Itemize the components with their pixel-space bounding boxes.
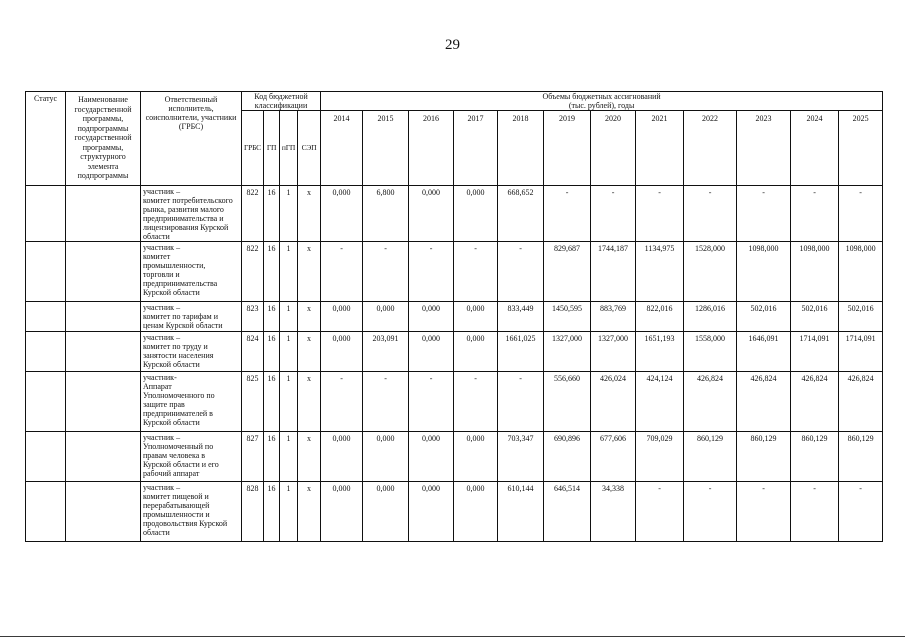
value-cell-2014: - — [321, 242, 363, 302]
value-cell-2017: 0,000 — [454, 302, 498, 332]
table-row — [26, 302, 883, 332]
value-cell-2015: 203,091 — [363, 332, 409, 372]
value-cell-2022: 1528,000 — [684, 242, 737, 302]
participant-cell: участник- Аппарат Уполномоченного по защите прав предпринимателей в Курской области — [141, 372, 242, 432]
value-cell-2017: 0,000 — [454, 482, 498, 542]
header-year-2023: 2023 — [737, 111, 791, 186]
pgp-code-cell: 1 — [280, 186, 298, 242]
program-name-cell — [66, 332, 141, 372]
value-cell-2017: 0,000 — [454, 186, 498, 242]
value-cell-2018: 703,347 — [498, 432, 544, 482]
grbs-code-cell: 823 — [242, 302, 264, 332]
value-cell-2020: 426,024 — [591, 372, 636, 432]
header-year-2017: 2017 — [454, 111, 498, 186]
status-cell — [26, 432, 66, 482]
value-cell-2022: 1286,016 — [684, 302, 737, 332]
value-cell-2018: - — [498, 242, 544, 302]
value-cell-2019: 646,514 — [544, 482, 591, 542]
value-cell-2020: 677,606 — [591, 432, 636, 482]
value-cell-2023: 1098,000 — [737, 242, 791, 302]
pgp-code-cell: 1 — [280, 372, 298, 432]
value-cell-2025: - — [839, 482, 883, 542]
page-number: 29 — [445, 37, 460, 53]
value-cell-2024: 502,016 — [791, 302, 839, 332]
value-cell-2023: - — [737, 482, 791, 542]
value-cell-2021: - — [636, 482, 684, 542]
header-year-2024: 2024 — [791, 111, 839, 186]
value-cell-2016: 0,000 — [409, 432, 454, 482]
value-cell-2024: 1714,091 — [791, 332, 839, 372]
value-cell-2018: 833,449 — [498, 302, 544, 332]
value-cell-2025: - — [839, 186, 883, 242]
value-cell-2025: 426,824 — [839, 372, 883, 432]
header-year-2020: 2020 — [591, 111, 636, 186]
value-cell-2017: 0,000 — [454, 432, 498, 482]
value-cell-2022: - — [684, 186, 737, 242]
value-cell-2023: 860,129 — [737, 432, 791, 482]
value-cell-2019: 829,687 — [544, 242, 591, 302]
value-cell-2019: 1450,595 — [544, 302, 591, 332]
value-cell-2023: - — [737, 186, 791, 242]
value-cell-2022: 426,824 — [684, 372, 737, 432]
value-cell-2019: 556,660 — [544, 372, 591, 432]
value-cell-2024: 426,824 — [791, 372, 839, 432]
table-row — [26, 242, 883, 302]
header-budget-code: Код бюджетной классификации — [242, 92, 321, 111]
value-cell-2016: 0,000 — [409, 302, 454, 332]
value-cell-2017: - — [454, 372, 498, 432]
value-cell-2014: 0,000 — [321, 186, 363, 242]
program-name-cell — [66, 302, 141, 332]
value-cell-2015: - — [363, 242, 409, 302]
value-cell-2014: 0,000 — [321, 432, 363, 482]
value-cell-2021: 709,029 — [636, 432, 684, 482]
participant-cell: участник – Уполномоченный по правам человека в Курской области и его рабочий аппарат — [141, 432, 242, 482]
value-cell-2019: 1327,000 — [544, 332, 591, 372]
table-row — [26, 372, 883, 432]
header-year-2025: 2025 — [839, 111, 883, 186]
value-cell-2016: 0,000 — [409, 482, 454, 542]
value-cell-2025: 860,129 — [839, 432, 883, 482]
value-cell-2020: 34,338 — [591, 482, 636, 542]
program-name-cell — [66, 482, 141, 542]
value-cell-2017: 0,000 — [454, 332, 498, 372]
gp-code-cell: 16 — [264, 432, 280, 482]
value-cell-2020: 1327,000 — [591, 332, 636, 372]
value-cell-2025: 502,016 — [839, 302, 883, 332]
gp-code-cell: 16 — [264, 482, 280, 542]
pgp-code-cell: 1 — [280, 302, 298, 332]
grbs-code-cell: 828 — [242, 482, 264, 542]
value-cell-2016: 0,000 — [409, 332, 454, 372]
program-name-cell — [66, 372, 141, 432]
status-cell — [26, 482, 66, 542]
sep-code-cell: x — [298, 482, 321, 542]
header-year-2018: 2018 — [498, 111, 544, 186]
header-year-2019: 2019 — [544, 111, 591, 186]
participant-cell: участник – комитет по труду и занятости населения Курской области — [141, 332, 242, 372]
sep-code-cell: x — [298, 372, 321, 432]
value-cell-2025: 1714,091 — [839, 332, 883, 372]
table-row — [26, 332, 883, 372]
gp-code-cell: 16 — [264, 372, 280, 432]
budget-allocation-table — [25, 91, 883, 542]
value-cell-2023: 426,824 — [737, 372, 791, 432]
table-row — [26, 432, 883, 482]
status-cell — [26, 372, 66, 432]
value-cell-2017: - — [454, 242, 498, 302]
program-name-cell — [66, 432, 141, 482]
grbs-code-cell: 824 — [242, 332, 264, 372]
gp-code-cell: 16 — [264, 302, 280, 332]
value-cell-2022: 1558,000 — [684, 332, 737, 372]
pgp-code-cell: 1 — [280, 482, 298, 542]
value-cell-2021: 822,016 — [636, 302, 684, 332]
value-cell-2019: 690,896 — [544, 432, 591, 482]
value-cell-2019: - — [544, 186, 591, 242]
table-body — [26, 186, 883, 542]
value-cell-2022: 860,129 — [684, 432, 737, 482]
value-cell-2024: 860,129 — [791, 432, 839, 482]
table-row — [26, 186, 883, 242]
status-cell — [26, 186, 66, 242]
header-code-grbs: ГРБС — [242, 111, 264, 186]
grbs-code-cell: 822 — [242, 242, 264, 302]
grbs-code-cell: 825 — [242, 372, 264, 432]
header-year-2022: 2022 — [684, 111, 737, 186]
value-cell-2021: - — [636, 186, 684, 242]
sep-code-cell: x — [298, 186, 321, 242]
header-program-name: Наименование государственной программы, подпрограммы государственной программы, структурного элемента подпрограммы — [66, 92, 141, 186]
value-cell-2014: 0,000 — [321, 482, 363, 542]
value-cell-2018: - — [498, 372, 544, 432]
header-row — [26, 92, 883, 111]
gp-code-cell: 16 — [264, 186, 280, 242]
pgp-code-cell: 1 — [280, 332, 298, 372]
table-row — [26, 482, 883, 542]
sep-code-cell: x — [298, 242, 321, 302]
value-cell-2024: - — [791, 482, 839, 542]
value-cell-2018: 610,144 — [498, 482, 544, 542]
value-cell-2021: 424,124 — [636, 372, 684, 432]
participant-cell: участник – комитет промышленности, торговли и предпринимательства Курской области — [141, 242, 242, 302]
status-cell — [26, 242, 66, 302]
value-cell-2015: 0,000 — [363, 432, 409, 482]
value-cell-2014: - — [321, 372, 363, 432]
value-cell-2020: - — [591, 186, 636, 242]
status-cell — [26, 332, 66, 372]
header-executor: Ответственный исполнитель, соисполнители, участники (ГРБС) — [141, 92, 242, 186]
header-year-2015: 2015 — [363, 111, 409, 186]
value-cell-2016: - — [409, 242, 454, 302]
value-cell-2021: 1134,975 — [636, 242, 684, 302]
value-cell-2015: - — [363, 372, 409, 432]
value-cell-2021: 1651,193 — [636, 332, 684, 372]
header-year-2021: 2021 — [636, 111, 684, 186]
value-cell-2015: 0,000 — [363, 482, 409, 542]
value-cell-2020: 883,769 — [591, 302, 636, 332]
value-cell-2014: 0,000 — [321, 302, 363, 332]
value-cell-2014: 0,000 — [321, 332, 363, 372]
value-cell-2023: 1646,091 — [737, 332, 791, 372]
grbs-code-cell: 827 — [242, 432, 264, 482]
page-edge-line — [0, 636, 905, 637]
gp-code-cell: 16 — [264, 332, 280, 372]
header-year-2014: 2014 — [321, 111, 363, 186]
sep-code-cell: x — [298, 332, 321, 372]
participant-cell: участник – комитет потребительского рынка, развития малого предпринимательства и лицензирования Курской области — [141, 186, 242, 242]
value-cell-2016: 0,000 — [409, 186, 454, 242]
value-cell-2020: 1744,187 — [591, 242, 636, 302]
value-cell-2018: 668,652 — [498, 186, 544, 242]
program-name-cell — [66, 242, 141, 302]
table-header — [26, 92, 883, 186]
value-cell-2024: - — [791, 186, 839, 242]
value-cell-2015: 6,800 — [363, 186, 409, 242]
header-budget-volumes: Объемы бюджетных ассигнований (тыс. рублей), годы — [321, 92, 883, 111]
grbs-code-cell: 822 — [242, 186, 264, 242]
status-cell — [26, 302, 66, 332]
value-cell-2015: 0,000 — [363, 302, 409, 332]
value-cell-2022: - — [684, 482, 737, 542]
value-cell-2023: 502,016 — [737, 302, 791, 332]
value-cell-2025: 1098,000 — [839, 242, 883, 302]
pgp-code-cell: 1 — [280, 242, 298, 302]
header-year-2016: 2016 — [409, 111, 454, 186]
pgp-code-cell: 1 — [280, 432, 298, 482]
gp-code-cell: 16 — [264, 242, 280, 302]
sep-code-cell: x — [298, 302, 321, 332]
header-code-pgp: пГП — [280, 111, 298, 186]
value-cell-2016: - — [409, 372, 454, 432]
participant-cell: участник – комитет по тарифам и ценам Курской области — [141, 302, 242, 332]
value-cell-2024: 1098,000 — [791, 242, 839, 302]
value-cell-2018: 1661,025 — [498, 332, 544, 372]
header-code-gp: ГП — [264, 111, 280, 186]
participant-cell: участник – комитет пищевой и перерабатывающей промышленности и продовольствия Курской области — [141, 482, 242, 542]
header-code-sep: СЭП — [298, 111, 321, 186]
program-name-cell — [66, 186, 141, 242]
header-status: Статус — [26, 92, 66, 186]
sep-code-cell: x — [298, 432, 321, 482]
